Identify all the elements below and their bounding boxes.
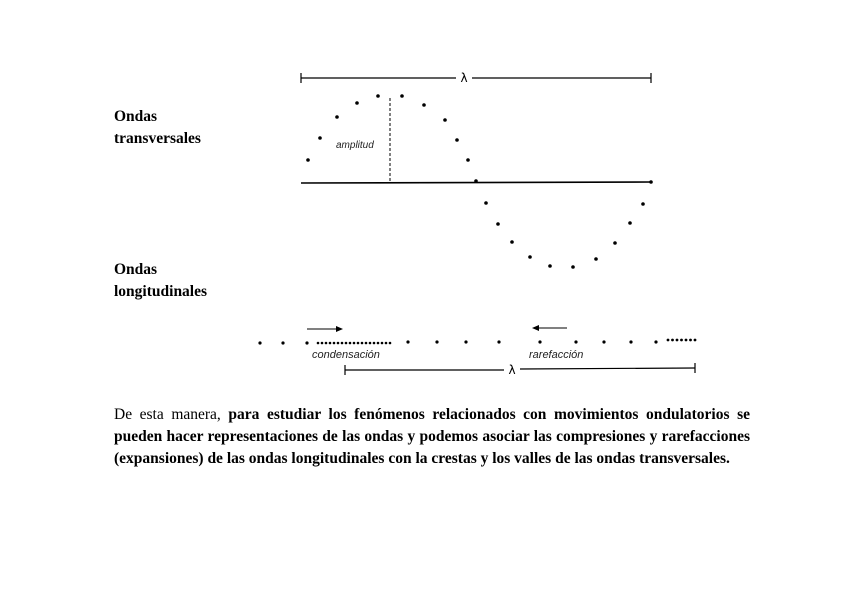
longitudinal-wave-dot bbox=[325, 342, 328, 345]
transverse-wavelength-bracket bbox=[301, 73, 651, 83]
transverse-wave-dot bbox=[484, 201, 488, 205]
longitudinal-wave-dot bbox=[357, 342, 360, 345]
longitudinal-wave-dot bbox=[464, 340, 467, 343]
transverse-wave-dot bbox=[400, 94, 404, 98]
longitudinal-wave-dot bbox=[676, 339, 679, 342]
longitudinal-wave-dot bbox=[349, 342, 352, 345]
longitudinal-wave-dot bbox=[406, 340, 409, 343]
longitudinal-wave-dot bbox=[694, 339, 697, 342]
transverse-wave-dot bbox=[510, 240, 514, 244]
transverse-wave-dot bbox=[649, 180, 653, 184]
transverse-wave-dot bbox=[306, 158, 310, 162]
paragraph-lead: De esta manera, bbox=[114, 406, 229, 423]
longitudinal-wave-dot bbox=[333, 342, 336, 345]
longitudinal-wave-dots bbox=[258, 339, 696, 345]
longitudinal-wave-dot bbox=[329, 342, 332, 345]
label-transverse-waves: Ondas transversales bbox=[114, 108, 201, 147]
longitudinal-wave-dot bbox=[538, 340, 541, 343]
longitudinal-wave-dot bbox=[574, 340, 577, 343]
transverse-wave-dot bbox=[455, 138, 459, 142]
longitudinal-wave-dot bbox=[365, 342, 368, 345]
longitudinal-wave-dot bbox=[353, 342, 356, 345]
longitudinal-wave-dot bbox=[369, 342, 372, 345]
longitudinal-wave-dot bbox=[258, 341, 261, 344]
longitudinal-wave-dot bbox=[317, 342, 320, 345]
longitudinal-wave-dot bbox=[689, 339, 692, 342]
longitudinal-wave-dot bbox=[337, 342, 340, 345]
transverse-wave-dot bbox=[474, 179, 478, 183]
longitudinal-wave-dot bbox=[373, 342, 376, 345]
longitudinal-wave-dot bbox=[361, 342, 364, 345]
transverse-wave-dot bbox=[355, 101, 359, 105]
transverse-wave-dot bbox=[528, 255, 532, 259]
longitudinal-wave-dot bbox=[435, 340, 438, 343]
longitudinal-wave-dot bbox=[345, 342, 348, 345]
transverse-wave-dot bbox=[628, 221, 632, 225]
transverse-wave-dot bbox=[443, 118, 447, 122]
longitudinal-wave-dot bbox=[497, 340, 500, 343]
rarefaction-arrow bbox=[532, 325, 567, 331]
longitudinal-wave-dot bbox=[341, 342, 344, 345]
transverse-wave-dot bbox=[335, 115, 339, 119]
longitudinal-wave-dot bbox=[629, 340, 632, 343]
label-longitudinal-waves: Ondas longitudinales bbox=[114, 261, 208, 300]
longitudinal-wave-dot bbox=[654, 340, 657, 343]
transverse-wave-dot bbox=[571, 265, 575, 269]
longitudinal-wave-dot bbox=[281, 341, 284, 344]
transverse-wave-dot bbox=[496, 222, 500, 226]
longitudinal-wave-dot bbox=[389, 342, 392, 345]
longitudinal-wave-dot bbox=[602, 340, 605, 343]
explanatory-paragraph bbox=[114, 404, 750, 470]
longitudinal-wavelength-bracket bbox=[345, 363, 695, 375]
longitudinal-wave-dot bbox=[381, 342, 384, 345]
longitudinal-wavelength-symbol: λ bbox=[508, 363, 516, 377]
transverse-wave-dot bbox=[594, 257, 598, 261]
rarefaction-label: rarefacción bbox=[529, 349, 584, 361]
amplitude-label: amplitud bbox=[336, 140, 374, 151]
longitudinal-wave-dot bbox=[385, 342, 388, 345]
transverse-wave-dot bbox=[613, 241, 617, 245]
condensation-label: condensación bbox=[312, 349, 380, 361]
longitudinal-wave-dot bbox=[667, 339, 670, 342]
longitudinal-wave-dot bbox=[305, 341, 308, 344]
transverse-wave-dot bbox=[318, 136, 322, 140]
longitudinal-wave-dot bbox=[685, 339, 688, 342]
paragraph-bold-text: para estudiar los fenómenos relacionados con movimientos ondulatorios se pueden hacer representaciones de las ondas y podemos asociar las compresiones y rarefacciones (expansiones) de las ondas longitudinales con la crestas y los valles de las ondas transversales. bbox=[114, 406, 751, 467]
transverse-wavelength-symbol: λ bbox=[460, 71, 468, 85]
transverse-wave-dot bbox=[641, 202, 645, 206]
longitudinal-wave-dot bbox=[377, 342, 380, 345]
longitudinal-wave-dot bbox=[680, 339, 683, 342]
transverse-wave-dot bbox=[548, 264, 552, 268]
transverse-wave-dot bbox=[422, 103, 426, 107]
transverse-wave-dot bbox=[376, 94, 380, 98]
longitudinal-wave-dot bbox=[671, 339, 674, 342]
transverse-wave-dot bbox=[466, 158, 470, 162]
longitudinal-wave-dot bbox=[321, 342, 324, 345]
condensation-arrow bbox=[307, 326, 343, 332]
